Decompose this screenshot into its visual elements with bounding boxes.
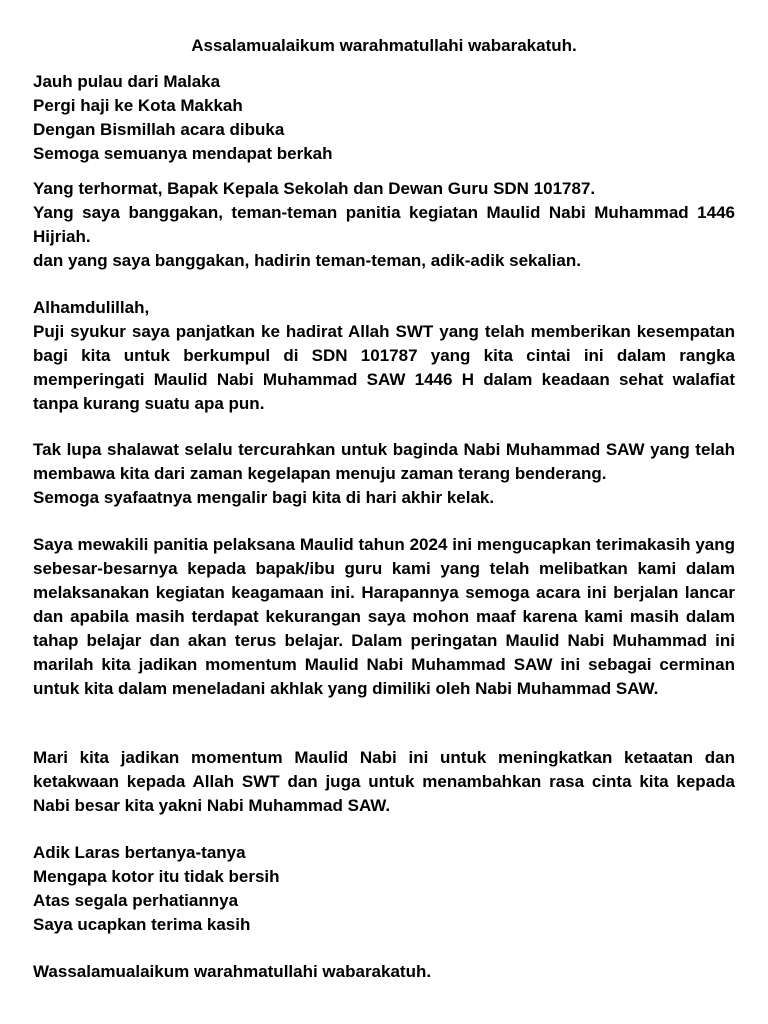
salutation-line: Yang terhormat, Bapak Kepala Sekolah dan Dewan Guru SDN 101787. [33, 179, 596, 198]
opening-paragraph [33, 296, 735, 416]
pantun-opening [33, 70, 735, 166]
shalawat-paragraph [33, 438, 735, 510]
pantun-line: Semoga semuanya mendapat berkah [33, 144, 333, 163]
invitation-body: Mari kita jadikan momentum Maulid Nabi ini untuk meningkatkan ketaatan dan ketakwaan kepada Allah SWT dan juga untuk menambahkan rasa cinta kita kepada Nabi besar kita yakni Nabi Muhammad SAW. [33, 748, 735, 815]
thanks-body: Saya mewakili panitia pelaksana Maulid tahun 2024 ini mengucapkan terimakasih yang sebesar-besarnya kepada bapak/ibu guru kami yang telah melibatkan kami dalam melaksanakan kegiatan keagamaan ini. Harapannya semoga acara ini berjalan lancar dan apabila masih terdapat kekurangan saya mohon maaf karena kami masih dalam tahap belajar dan akan terus belajar. Dalam peringatan Maulid Nabi Muhammad ini marilah kita jadikan momentum Maulid Nabi Muhammad SAW ini sebagai cerminan untuk kita dalam meneladani akhlak yang dimiliki oleh Nabi Muhammad SAW. [33, 535, 735, 698]
pantun-line: Pergi haji ke Kota Makkah [33, 96, 243, 115]
salutation-line: dan yang saya banggakan, hadirin teman-teman, adik-adik sekalian. [33, 251, 581, 270]
thanks-paragraph [33, 533, 735, 701]
pantun-line: Atas segala perhatiannya [33, 891, 239, 910]
closing-line: Wassalamualaikum warahmatullahi wabarakatuh. [33, 962, 432, 981]
pantun-closing [33, 841, 735, 937]
opening-heading: Alhamdulillah, [33, 298, 150, 317]
closing-greeting [33, 960, 735, 984]
pantun-line: Adik Laras bertanya-tanya [33, 843, 246, 862]
pantun-line: Mengapa kotor itu tidak bersih [33, 867, 280, 886]
pantun-line: Jauh pulau dari Malaka [33, 72, 221, 91]
greeting-title: Assalamualaikum warahmatullahi wabarakatuh. [191, 36, 577, 55]
opening-body: Puji syukur saya panjatkan ke hadirat Allah SWT yang telah memberikan kesempatan bagi kita untuk berkumpul di SDN 101787 yang kita cintai ini dalam rangka memperingati Maulid Nabi Muhammad SAW 1446 H dalam keadaan sehat walafiat tanpa kurang suatu apa pun. [33, 322, 735, 413]
shalawat-line: Semoga syafaatnya mengalir bagi kita di hari akhir kelak. [33, 488, 495, 507]
salutations [33, 177, 735, 273]
pantun-line: Saya ucapkan terima kasih [33, 915, 251, 934]
pantun-line: Dengan Bismillah acara dibuka [33, 120, 285, 139]
invitation-paragraph [33, 746, 735, 818]
shalawat-body: Tak lupa shalawat selalu tercurahkan untuk baginda Nabi Muhammad SAW yang telah membawa kita dari zaman kegelapan menuju zaman terang benderang. [33, 440, 735, 483]
salutation-line: Yang saya banggakan, teman-teman panitia kegiatan Maulid Nabi Muhammad 1446 Hijriah. [33, 203, 735, 246]
